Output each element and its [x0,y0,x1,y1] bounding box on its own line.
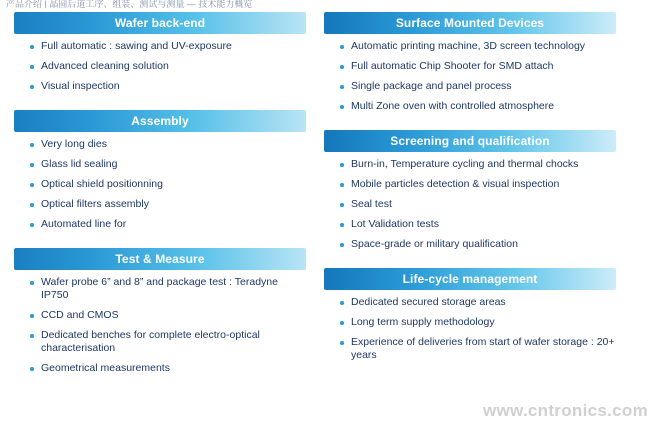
card-title-surface-mounted-devices: Surface Mounted Devices [324,12,616,34]
list-item: Lot Validation tests [340,218,616,231]
list-item: Optical filters assembly [30,198,306,211]
bullet-list-assembly [14,138,306,231]
list-item: Wafer probe 6” and 8” and package test : Teradyne IP750 [30,276,306,302]
card-title-assembly: Assembly [14,110,306,132]
list-item: Very long dies [30,138,306,151]
card-wafer-back-end [14,12,306,100]
list-item: Visual inspection [30,80,306,93]
right-column [324,12,616,392]
list-item: Seal test [340,198,616,211]
card-assembly [14,110,306,238]
list-item: Long term supply methodology [340,316,616,329]
card-title-screening-and-qualification: Screening and qualification [324,130,616,152]
card-test-and-measure [14,248,306,382]
list-item: Multi Zone oven with controlled atmosphere [340,100,616,113]
list-item: Space-grade or military qualification [340,238,616,251]
bullet-list-wafer-back-end [14,40,306,93]
list-item: Mobile particles detection & visual inspection [340,178,616,191]
list-item: CCD and CMOS [30,309,306,322]
card-surface-mounted-devices [324,12,616,120]
list-item: Full automatic Chip Shooter for SMD attach [340,60,616,73]
top-strip-text: 产品介绍 | 晶圆后道工序、组装、测试与测量 — 技术能力概览 [6,0,253,8]
card-life-cycle-management [324,268,616,369]
list-item: Single package and panel process [340,80,616,93]
list-item: Dedicated benches for complete electro-optical characterisation [30,329,306,355]
list-item: Optical shield positionning [30,178,306,191]
bullet-list-life-cycle-management [324,296,616,362]
list-item: Glass lid sealing [30,158,306,171]
bullet-list-surface-mounted-devices [324,40,616,113]
left-column [14,12,306,392]
list-item: Geometrical measurements [30,362,306,375]
list-item: Dedicated secured storage areas [340,296,616,309]
list-item: Automatic printing machine, 3D screen technology [340,40,616,53]
card-title-wafer-back-end: Wafer back-end [14,12,306,34]
card-title-test-and-measure: Test & Measure [14,248,306,270]
list-item: Advanced cleaning solution [30,60,306,73]
content-columns [0,12,656,392]
list-item: Automated line for [30,218,306,231]
list-item: Burn-in, Temperature cycling and thermal chocks [340,158,616,171]
list-item: Experience of deliveries from start of wafer storage : 20+ years [340,336,616,362]
bullet-list-test-and-measure [14,276,306,375]
watermark: www.cntronics.com [482,401,648,420]
list-item: Full automatic : sawing and UV-exposure [30,40,306,53]
card-screening-and-qualification [324,130,616,258]
bullet-list-screening-and-qualification [324,158,616,251]
card-title-life-cycle-management: Life-cycle management [324,268,616,290]
